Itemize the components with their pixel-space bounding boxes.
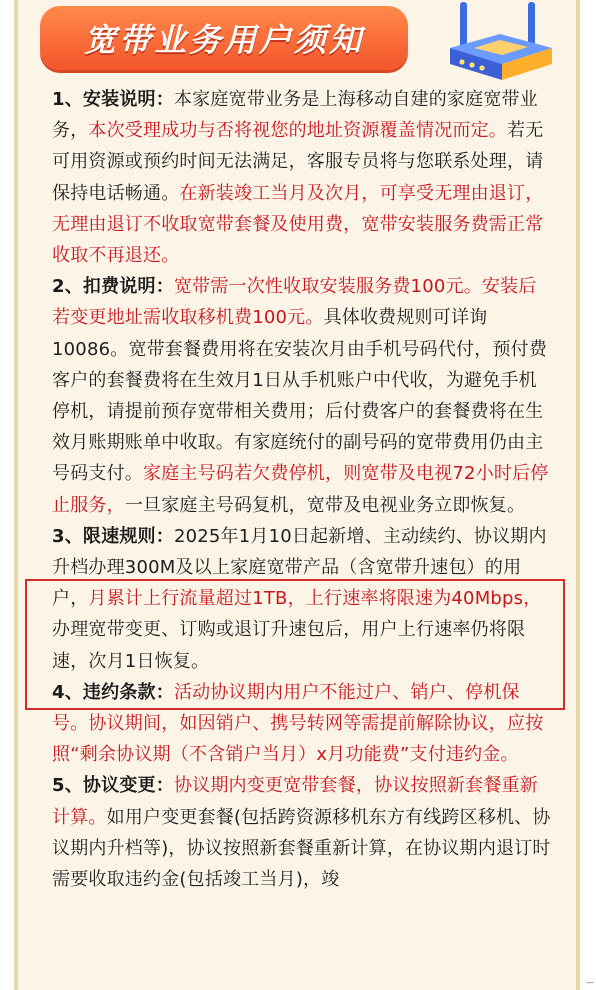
section-text-emphasis: 活动协议期内用户不能过户、销户、停机保号。协议期间，如因销户、携号转网等需提前解除协议，应按照“剩余协议期（不含销户当月）x月功能费”支付违约金。 xyxy=(52,681,544,766)
section-breach xyxy=(52,677,552,771)
section-label: 4、违约条款： xyxy=(52,681,174,703)
section-text-emphasis: 家庭主号码若欠费停机，则宽带及电视72小时后停止服务， xyxy=(52,463,549,516)
section-label: 1、安装说明： xyxy=(52,89,174,110)
section-text-emphasis: 在新装竣工当月及次月，可享受无理由退订，无理由退订不收取宽带套餐及使用费，宽带安装服务费需正常收取不再退还。 xyxy=(52,182,544,267)
section-text-emphasis: 协议期内变更宽带套餐，协议按照新套餐重新计算。 xyxy=(52,775,538,828)
section-label: 3、限速规则： xyxy=(52,525,174,547)
section-text-emphasis: 宽带需一次性收取安装服务费100元。安装后若变更地址需收取移机费100元。 xyxy=(52,276,537,329)
section-text: 本家庭宽带业务是上海移动自建的家庭宽带业务， xyxy=(52,89,538,142)
section-label: 2、扣费说明： xyxy=(52,276,174,298)
section-install xyxy=(52,84,552,271)
edge-mark: — xyxy=(586,978,594,987)
section-text: 具体收费规则可详询10086。宽带套餐费用将在安装次月由手机号码代付，预付费客户的套餐费将在生效月1日从手机账户中代收，为避免手机停机，请提前预存宽带相关费用；后付费客户的套餐费将在生效月账期账单中收取。有家庭统付的副号码的宽带费用仍由主号码支付。 xyxy=(52,307,548,485)
section-text-emphasis: 月累计上行流量超过1TB，上行速率将限速为40Mbps， xyxy=(88,588,542,610)
page-title: 宽带业务用户须知 xyxy=(83,21,364,59)
section-text-emphasis: 本次受理成功与否将视您的地址资源覆盖情况而定。 xyxy=(88,120,508,142)
section-billing xyxy=(52,271,552,521)
section-speed-limit xyxy=(52,521,552,677)
section-text: 若无可用资源或预约时间无法满足，客服专员将与您联系处理，请保持电话畅通。 xyxy=(52,120,544,204)
section-agreement-change xyxy=(52,770,552,895)
router-icon xyxy=(440,0,560,85)
title-banner xyxy=(40,6,408,70)
section-label: 5、协议变更： xyxy=(52,775,174,797)
section-text: 一旦家庭主号码复机，宽带及电视业务立即恢复。 xyxy=(124,494,526,516)
notice-body xyxy=(52,84,552,895)
section-text: 如用户变更套餐(包括跨资源移机东方有线跨区移机、协议期内升档等)，协议按照新套餐重新计算，在协议期内退订时需要收取违约金(包括竣工当月)，竣 xyxy=(52,806,551,891)
section-text: 2025年1月10日起新增、主动续约、协议期内升档办理300M及以上家庭宽带产品（含宽带升速包）的用户， xyxy=(52,525,547,610)
section-text: 办理宽带变更、订购或退订升速包后，用户上行速率仍将限速，次月1日恢复。 xyxy=(52,619,526,672)
